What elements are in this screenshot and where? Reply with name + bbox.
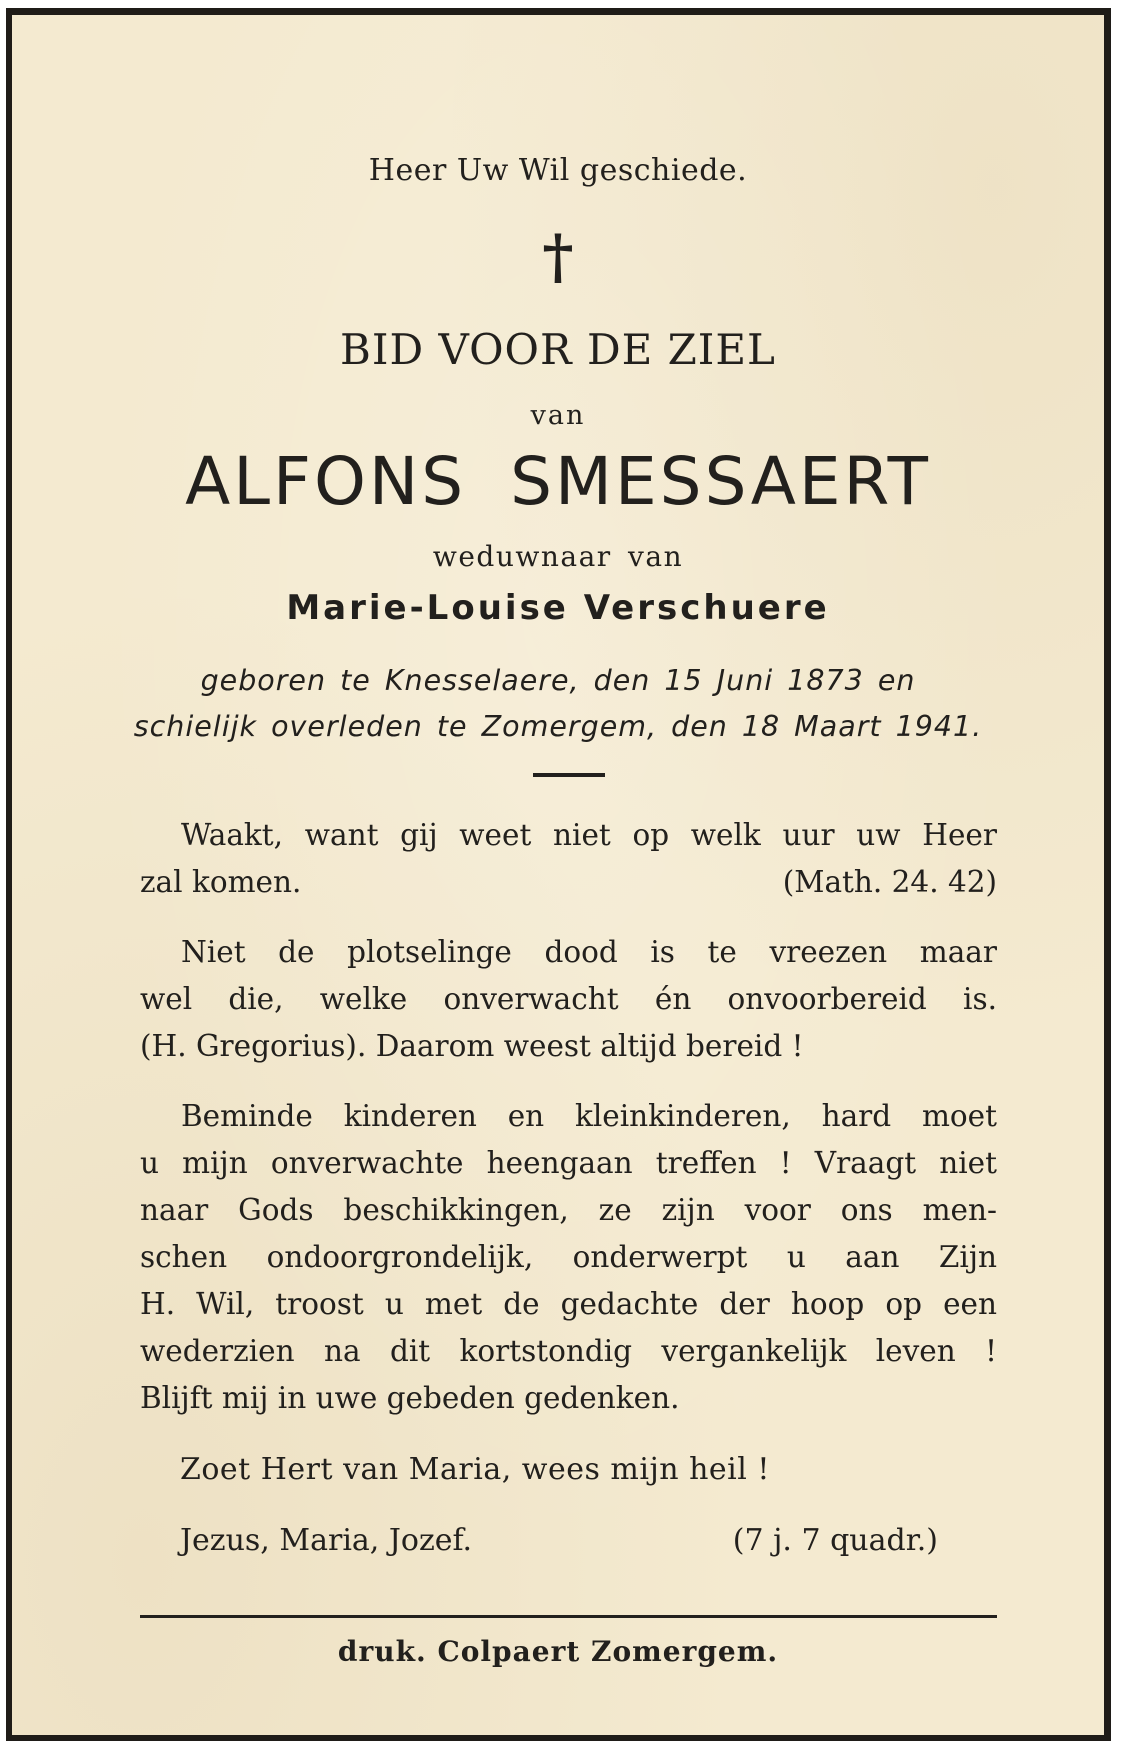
quote-gregorius-line: (H. Gregorius). Daarom weest altijd bereid ! <box>140 1029 804 1063</box>
memorial-card <box>6 8 1111 1741</box>
bottom-divider <box>140 1615 997 1618</box>
family-message-line: naar Gods beschikkingen, ze zijn voor ons men- <box>140 1193 997 1227</box>
family-message-line: Blijft mij in uwe gebeden gedenken. <box>140 1381 680 1415</box>
printer-imprint: druk. Colpaert Zomergem. <box>337 1635 779 1668</box>
family-message-line: Beminde kinderen en kleinkinderen, hard moet <box>181 1099 997 1133</box>
quote-gregorius-line: Niet de plotselinge dood is te vreezen maar <box>181 935 997 969</box>
family-message-line: wederzien na dit kortstondig vergankelijk leven ! <box>140 1334 997 1368</box>
short-divider <box>533 773 605 777</box>
cross-icon: † <box>542 222 574 292</box>
family-message-line: H. Wil, troost u met de gedachte der hoop op een <box>140 1287 997 1321</box>
indulgence-note: (7 j. 7 quadr.) <box>732 1523 938 1558</box>
deceased-name: ALFONS SMESSAERT <box>185 443 931 520</box>
quote-gregorius <box>140 929 997 1070</box>
spouse-name: Marie-Louise Verschuere <box>286 588 830 628</box>
final-prayer: Jezus, Maria, Jozef. <box>180 1523 473 1558</box>
quote-math-last-row <box>140 859 997 906</box>
birth-death-info <box>12 658 1104 750</box>
van-label: van <box>530 400 586 431</box>
final-prayer-row <box>180 1523 938 1558</box>
widower-label: weduwnaar van <box>432 540 684 573</box>
quote-gregorius-line: wel die, welke onverwacht én onvoorbereid is. <box>140 982 997 1016</box>
birth-line: geboren te Knesselaere, den 15 Juni 1873 en <box>200 664 916 697</box>
quote-math-line: zal komen. <box>140 865 302 899</box>
quote-math-reference: (Math. 24. 42) <box>782 865 997 899</box>
motto: Heer Uw Wil geschiede. <box>368 153 748 188</box>
family-message-line: schen ondoorgrondelijk, onderwerpt u aan Zijn <box>140 1240 997 1274</box>
quote-math <box>140 812 997 906</box>
family-message <box>140 1093 997 1422</box>
heading: BID VOOR DE ZIEL <box>340 325 776 374</box>
death-line: schielijk overleden te Zomergem, den 18 Maart 1941. <box>133 710 983 743</box>
family-message-line: u mijn onverwachte heengaan treffen ! Vraagt niet <box>140 1146 997 1180</box>
prayer-line: Zoet Hert van Maria, wees mijn heil ! <box>180 1452 770 1487</box>
quote-math-line: Waakt, want gij weet niet op welk uur uw Heer <box>181 818 997 852</box>
